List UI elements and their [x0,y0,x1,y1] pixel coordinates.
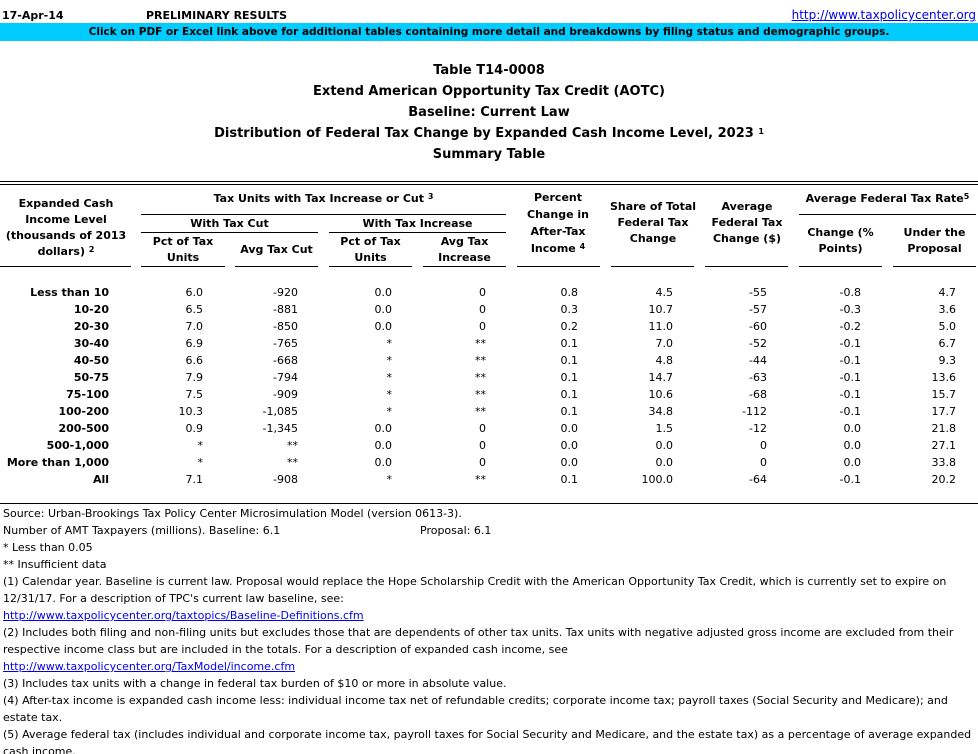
group-rule [799,214,976,215]
header-share-total: Share of Total Federal Tax Change [609,200,697,245]
table-row [0,420,978,437]
footnote-4: (4) After-tax income is expanded cash income less: individual income tax net of refundable credits; corporate income tax; payroll taxes (Social Security and Medicare); and [3,694,948,707]
row-value: 33.8 [931,456,956,469]
header-with-tax-increase: With Tax Increase [362,217,473,230]
row-value: -0.1 [839,337,861,350]
title-line-1: Extend American Opportunity Tax Credit (AOTC) [313,84,665,99]
row-value: -765 [273,337,298,350]
header-bottom-rule [423,266,506,267]
footnote-4-cont: estate tax. [3,711,63,724]
row-value: 0.8 [560,286,578,299]
row-value: -1,345 [262,422,298,435]
row-value: 7.0 [185,320,203,333]
footnote-5-cont: cash income. [3,745,76,754]
report-date: 17-Apr-14 [2,9,64,22]
table-top-rule [0,181,978,185]
row-value: -55 [749,286,767,299]
row-value: ** [475,388,486,401]
amt-proposal: Proposal: 6.1 [420,524,492,537]
row-value: -112 [742,405,767,418]
row-value: 0 [479,439,486,452]
table-row [0,369,978,386]
row-value: * [386,388,392,401]
row-value: * [386,405,392,418]
row-value: ** [287,439,298,452]
header-bottom-rule [517,266,600,267]
row-value: 10.6 [648,388,673,401]
source-note: Source: Urban-Brookings Tax Policy Center Microsimulation Model (version 0613-3). [3,507,462,520]
row-value: 0.1 [560,405,578,418]
row-value: 10.3 [178,405,203,418]
row-value: * [386,354,392,367]
header-tax-units-group-text: Tax Units with Tax Increase or Cut [213,192,425,205]
row-value: 0.0 [560,422,578,435]
header-bottom-rule [0,266,131,267]
row-value: * [386,337,392,350]
row-value: ** [287,456,298,469]
footnote-ref: 2 [88,245,95,254]
row-value: 6.0 [185,286,203,299]
row-value: 0.0 [655,439,673,452]
row-value: -57 [749,303,767,316]
table-id: Table T14-0008 [433,63,545,78]
row-value: 5.0 [938,320,956,333]
header-bottom-rule [235,266,318,267]
preliminary-label: PRELIMINARY RESULTS [146,9,288,22]
footnote-ref: 4 [579,242,586,251]
footnote-ref: 5 [963,192,970,201]
footnote-1-cont: 12/31/17. For a description of TPC's current law baseline, see: [3,592,344,605]
row-label: 50-75 [73,371,109,384]
row-label: 200-500 [58,422,109,435]
row-value: -881 [273,303,298,316]
row-label: More than 1,000 [6,456,109,469]
row-value: 0.1 [560,354,578,367]
row-value: 0 [760,456,767,469]
title-line-2: Baseline: Current Law [408,105,570,120]
row-value: 0.0 [374,422,392,435]
row-value: 0.1 [560,388,578,401]
table-row [0,301,978,318]
header-bottom-rule [141,266,225,267]
row-value: 6.7 [938,337,956,350]
row-value: 0.0 [560,456,578,469]
header-pct-units-cut: Pct of Tax Units [152,235,214,264]
row-value: 15.7 [931,388,956,401]
row-label: 30-40 [73,337,109,350]
row-value: 6.9 [185,337,203,350]
row-value: 0.0 [843,422,861,435]
row-value: 34.8 [648,405,673,418]
row-value: 0 [479,286,486,299]
row-value: -0.8 [839,286,861,299]
header-bottom-rule [799,266,882,267]
header-bottom-rule [611,266,694,267]
row-value: 7.9 [185,371,203,384]
row-value: 1.5 [655,422,673,435]
row-value: -0.2 [839,320,861,333]
header-avg-rate-group [799,191,976,207]
header-avg-tax-inc: Avg Tax Increase [438,235,491,264]
row-value: 0.3 [560,303,578,316]
table-row [0,284,978,301]
header-avg-rate-text: Average Federal Tax Rate [805,192,964,205]
row-label: 500-1,000 [46,439,109,452]
row-value: -794 [273,371,298,384]
footnote-2-link-row [3,658,975,675]
table-row [0,437,978,454]
row-value: 0.0 [843,456,861,469]
row-value: -0.3 [839,303,861,316]
row-value: 27.1 [931,439,956,452]
row-value: -920 [273,286,298,299]
row-value: -12 [749,422,767,435]
row-value: -668 [273,354,298,367]
header-bottom-rule [893,266,976,267]
baseline-definitions-link[interactable]: http://www.taxpolicycenter.org/taxtopics/Baseline-Definitions.cfm [3,609,364,622]
header-avg-tax-cut: Avg Tax Cut [240,243,313,256]
footnote-3: (3) Includes tax units with a change in federal tax burden of $10 or more in absolute value. [3,677,507,690]
row-value: * [386,473,392,486]
table-bottom-rule [0,503,978,504]
header-with-tax-cut: With Tax Cut [190,217,269,230]
row-value: ** [475,337,486,350]
amt-baseline: Number of AMT Taxpayers (millions). Baseline: 6.1 [3,524,281,537]
row-label: 10-20 [73,303,109,316]
row-value: 0 [479,422,486,435]
row-value: -0.1 [839,388,861,401]
row-value: 0.0 [560,439,578,452]
row-value: 20.2 [931,473,956,486]
row-value: -0.1 [839,405,861,418]
row-value: * [386,371,392,384]
row-value: -0.1 [839,473,861,486]
row-label: Less than 10 [30,286,109,299]
subgroup-rule [329,232,506,233]
row-value: 0.0 [374,303,392,316]
row-value: -0.1 [839,354,861,367]
row-value: ** [475,371,486,384]
table-row [0,318,978,335]
row-label: All [92,473,109,486]
row-value: -908 [273,473,298,486]
row-value: -63 [749,371,767,384]
table-row [0,454,978,471]
row-value: 14.7 [648,371,673,384]
row-label: 40-50 [73,354,109,367]
row-value: ** [475,405,486,418]
table-row [0,471,978,488]
row-value: 11.0 [648,320,673,333]
row-value: -44 [749,354,767,367]
row-value: -64 [749,473,767,486]
row-value: -909 [273,388,298,401]
row-value: -0.1 [839,371,861,384]
header-tax-units-group [141,191,506,207]
row-label: 20-30 [73,320,109,333]
double-star-note: ** Insufficient data [3,558,107,571]
header-change-points: Change (% Points) [807,226,874,255]
row-value: 0.0 [843,439,861,452]
header-avg-fed-change: Average Federal Tax Change ($) [711,200,783,245]
row-value: -1,085 [262,405,298,418]
row-value: 4.5 [655,286,673,299]
header-bottom-rule [705,266,788,267]
top-bar [0,0,978,22]
row-value: 0 [479,320,486,333]
row-value: 3.6 [938,303,956,316]
table-row [0,352,978,369]
row-value: 4.7 [938,286,956,299]
row-value: 7.0 [655,337,673,350]
row-value: 6.6 [185,354,203,367]
header-pct-change-after-tax [513,189,603,257]
row-value: 13.6 [931,371,956,384]
title-line-3-text: Distribution of Federal Tax Change by Expanded Cash Income Level, 2023 [214,126,754,141]
row-value: 0.1 [560,473,578,486]
star-note: * Less than 0.05 [3,541,93,554]
footnote-2: (2) Includes both filing and non-filing units but excludes those that are dependents of other tax units. Tax units with negative adjusted gross income are excluded from their [3,626,954,639]
info-banner: Click on PDF or Excel link above for additional tables containing more detail and breakdowns by filing status and demographic groups. [0,23,978,41]
row-value: 0.9 [185,422,203,435]
group-rule [141,214,506,215]
title-block [0,60,978,165]
table-row [0,335,978,352]
header-pct-change-text: Percent Change in After-Tax Income [527,191,589,255]
title-line-3 [0,123,978,144]
row-value: -850 [273,320,298,333]
row-value: 0.0 [374,439,392,452]
footnote-ref: 1 [758,127,764,136]
row-value: 7.5 [185,388,203,401]
row-value: 6.5 [185,303,203,316]
row-value: 0.0 [374,456,392,469]
header-pct-units-inc: Pct of Tax Units [340,235,401,264]
table-row [0,386,978,403]
row-value: 17.7 [931,405,956,418]
row-value: 0.0 [374,320,392,333]
footnote-5: (5) Average federal tax (includes individual and corporate income tax, payroll taxes for Social Security and Medicare, and the estate tax) as a percentage of average expanded [3,728,972,741]
row-value: 0.2 [560,320,578,333]
row-value: -68 [749,388,767,401]
title-line-4: Summary Table [432,147,546,162]
row-value: ** [475,354,486,367]
row-value: 21.8 [931,422,956,435]
row-value: -52 [749,337,767,350]
table-row [0,403,978,420]
row-value: 0 [479,303,486,316]
header-under-proposal: Under the Proposal [903,226,966,255]
row-value: * [197,439,203,452]
subgroup-rule [141,232,318,233]
tpc-link[interactable]: http://www.taxpolicycenter.org [791,8,976,22]
footnote-ref: 3 [427,192,434,201]
footnote-1-link-row [3,607,975,624]
row-value: 0.0 [374,286,392,299]
footnote-1: (1) Calendar year. Baseline is current law. Proposal would replace the Hope Scholarship Credit with the American Opportunity Tax Credit, which is currently set to expire on [3,575,947,588]
row-value: 0.1 [560,337,578,350]
header-income-level-text: Expanded Cash Income Level (thousands of 2013 dollars) [5,197,127,258]
row-value: ** [475,473,486,486]
row-value: * [197,456,203,469]
row-value: 100.0 [641,473,673,486]
row-value: 7.1 [185,473,203,486]
row-label: 100-200 [58,405,109,418]
row-label: 75-100 [66,388,109,401]
footnote-2-cont: respective income class but are included in the totals. For a description of expanded cash income, see [3,643,568,656]
row-value: 10.7 [648,303,673,316]
row-value: 0.1 [560,371,578,384]
row-value: -60 [749,320,767,333]
income-definition-link[interactable]: http://www.taxpolicycenter.org/TaxModel/income.cfm [3,660,296,673]
row-value: 4.8 [655,354,673,367]
header-income-level [0,196,132,260]
amt-note [3,522,975,539]
row-value: 0 [760,439,767,452]
row-value: 9.3 [938,354,956,367]
header-bottom-rule [329,266,412,267]
row-value: 0 [479,456,486,469]
row-value: 0.0 [655,456,673,469]
